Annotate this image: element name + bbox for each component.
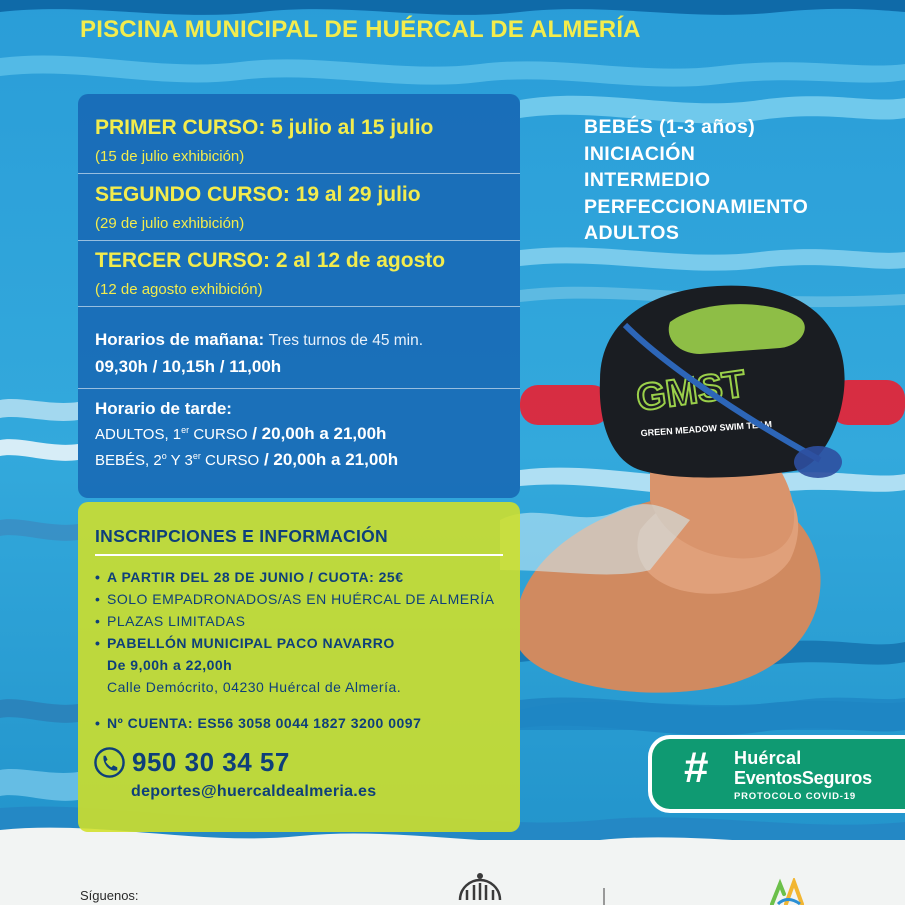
afternoon-row-2: BEBÉS, 2$^o$ Y 3er CURSO / 20,00h a 21,00h	[95, 450, 399, 469]
info-item-dates: • A PARTIR DEL 28 DE JUNIO / CUOTA: 25€	[95, 569, 404, 585]
morning-schedule	[78, 307, 520, 389]
morning-times: 09,30h / 10,15h / 11,00h	[95, 357, 282, 376]
cap-subtext: GREEN MEADOW SWIM TEAM	[640, 419, 773, 439]
poster-title: PISCINA MUNICIPAL DE HUÉRCAL DE ALMERÍA	[80, 16, 641, 43]
course-row-2	[78, 174, 520, 241]
morning-note: Tres turnos de 45 min.	[268, 332, 424, 349]
course-2-label: SEGUNDO CURSO: 19 al 29 julio	[95, 183, 421, 206]
footer	[0, 840, 905, 905]
hashtag-icon: #	[684, 743, 709, 792]
level-item: ADULTOS	[584, 222, 680, 244]
course-row-3	[78, 241, 520, 307]
info-item-venue: • PABELLÓN MUNICIPAL PACO NAVARRO	[95, 635, 395, 651]
badge-line-2: EventosSeguros	[734, 768, 872, 788]
covid-protocol-badge	[648, 735, 905, 813]
phone-row	[93, 746, 290, 779]
registration-info-panel	[78, 502, 520, 832]
level-item: INICIACIÓN	[584, 142, 696, 165]
phone-icon	[93, 746, 126, 779]
info-divider	[95, 554, 503, 556]
email-link[interactable]: deportes@huercaldealmeria.es	[131, 783, 377, 800]
follow-us-label: Síguenos:	[80, 888, 139, 903]
course-3-label: TERCER CURSO: 2 al 12 de agosto	[95, 249, 446, 272]
sports-logo-icon	[768, 878, 808, 905]
info-title: INSCRIPCIONES E INFORMACIÓN	[95, 526, 388, 546]
info-venue-address: Calle Demócrito, 04230 Huércal de Almería.	[107, 679, 402, 695]
swimmer-illustration	[500, 270, 905, 730]
afternoon-row-1: ADULTOS, 1er CURSO / 20,00h a 21,00h	[95, 424, 387, 443]
level-item: INTERMEDIO	[584, 169, 711, 191]
course-row-1	[78, 94, 520, 174]
phone-number[interactable]: 950 30 34 57	[132, 747, 290, 777]
course-1-note: (15 de julio exhibición)	[95, 148, 245, 165]
course-2-note: (29 de julio exhibición)	[95, 215, 245, 232]
info-item-limited: • PLAZAS LIMITADAS	[95, 613, 246, 629]
municipal-crest-icon	[455, 870, 505, 905]
info-venue-hours: De 9,00h a 22,00h	[107, 657, 233, 673]
course-3-note: (12 de agosto exhibición)	[95, 281, 263, 298]
cap-text: GMST	[633, 363, 749, 420]
afternoon-label: Horario de tarde:	[95, 399, 232, 418]
level-item: BEBÉS (1-3 años)	[584, 116, 756, 138]
footer-divider	[603, 888, 605, 905]
course-1-label: PRIMER CURSO: 5 julio al 15 julio	[95, 116, 434, 139]
afternoon-schedule	[78, 389, 520, 498]
badge-line-1: Huércal	[734, 748, 802, 768]
morning-label: Horarios de mañana:	[95, 330, 265, 349]
info-item-account: • Nº CUENTA: ES56 3058 0044 1827 3200 0097	[95, 715, 422, 731]
courses-panel	[78, 94, 520, 498]
levels-list	[584, 114, 884, 247]
badge-line-3: PROTOCOLO COVID-19	[734, 791, 856, 802]
info-item-residents: • SOLO EMPADRONADOS/AS EN HUÉRCAL DE ALMERÍA	[95, 591, 495, 607]
level-item: PERFECCIONAMIENTO	[584, 195, 809, 218]
